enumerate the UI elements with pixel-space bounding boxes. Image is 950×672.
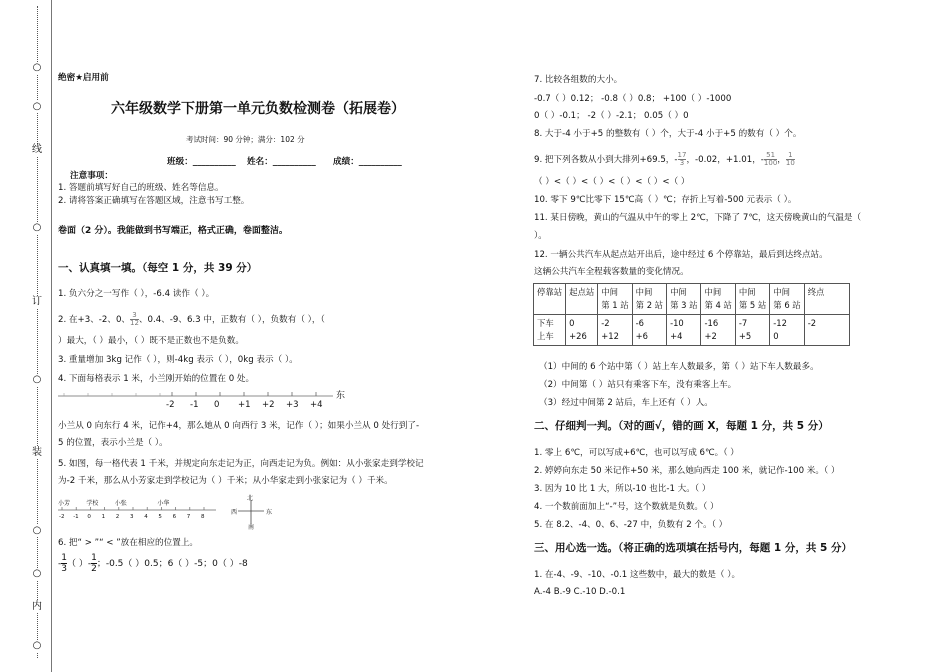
q5-place-label: 学校	[86, 500, 99, 507]
binding-circle: ○	[32, 101, 42, 112]
table-header: 停靠站	[534, 284, 566, 315]
table-header: 中间 第 6 站	[770, 284, 804, 315]
name-field[interactable]: 姓名：__________	[247, 157, 316, 167]
notice-item: 2. 请将答案正确填写在答题区域，注意书写工整。	[58, 196, 250, 206]
class-field[interactable]: 班级：__________	[167, 157, 236, 167]
judge-item: 2. 婷婷向东走 50 米记作+50 米，那么她向西走 100 米，就记作-100 米。（ ）	[534, 466, 840, 476]
question-2-rest: 、0.4、-9、6.3 中，正数有（ ），负数有（ ），（	[138, 315, 325, 325]
number-line-label: 0	[214, 400, 220, 410]
judge-item: 3. 因为 10 比 1 大，所以-10 也比-1 大。（ ）	[534, 484, 711, 494]
page-title: 六年级数学下册第一单元负数检测卷（拓展卷）	[111, 101, 405, 117]
table-header: 起点站	[566, 284, 598, 315]
table-header: 中间 第 3 站	[667, 284, 701, 315]
binding-label-line: 线	[32, 144, 42, 155]
binding-label-inside: 内	[32, 601, 42, 612]
question-12-cont: 这辆公共汽车全程载客数量的变化情况。	[534, 267, 689, 277]
question-5: 5. 如图，每一格代表 1 千米，并规定向东走记为正，向西走记为负。例如：从小张家走到学校记	[58, 459, 424, 469]
question-9-order: （ ）<（ ）<（ ）<（ ）<（ ）<（ ）	[534, 177, 690, 187]
binding-circle: ○	[32, 222, 42, 233]
question-7: 7. 比较各组数的大小。	[534, 75, 623, 85]
secret-label: 绝密★启用前	[58, 73, 109, 83]
binding-circle: ○	[32, 374, 42, 385]
notice-item: 1. 答题前填写好自己的班级、姓名等信息。	[58, 183, 224, 193]
table-header: 中间 第 4 站	[701, 284, 735, 315]
q5-tick-label: 6	[172, 514, 177, 520]
number-line-ticks	[64, 392, 316, 396]
binding-circle: ○	[32, 62, 42, 73]
score-field[interactable]: 成绩：__________	[333, 157, 402, 167]
question-7-row-1: -0.7（ ）0.12； -0.8（ ）0.8； +100（ ）-1000	[534, 94, 732, 104]
table-header: 中间 第 5 站	[735, 284, 769, 315]
fraction: $\frac{1}{10}$	[785, 151, 795, 167]
choice-options: A.-4 B.-9 C.-10 D.-0.1	[534, 587, 626, 597]
table-row	[534, 315, 850, 346]
question-2-cont: ）最大，（ ）最小，（ ）既不是正数也不是负数。	[58, 336, 244, 346]
q5-tick-label: -1	[73, 514, 79, 520]
table-cell: 下车 上车	[534, 315, 566, 346]
choice-question-1: 1. 在-4、-9、-10、-0.1 这些数中，最大的数是（ ）。	[534, 570, 741, 580]
neatness-note: 卷面（2 分）。我能做到书写端正，格式正确，卷面整洁。	[58, 226, 288, 236]
table-cell: -10 +4	[667, 315, 701, 346]
q5-tick-label: 7	[186, 514, 191, 520]
question-10: 10. 零下 9℃比零下 15℃高（ ）℃；存折上写着-500 元表示（ ）。	[534, 195, 797, 205]
table-cell: -2	[804, 315, 849, 346]
binding-circle: ○	[32, 640, 42, 651]
question-1: 1. 负六分之一写作（ ），-6.4 读作（ ）。	[58, 289, 215, 299]
q5-tick-label: 5	[158, 514, 162, 520]
binding-circle: ○	[32, 568, 42, 579]
question-6: 6. 把“ > ”“ < ”放在相应的位置上。	[58, 538, 199, 548]
number-line-label: +1	[238, 400, 251, 410]
q5-place-label: 小张	[114, 500, 127, 507]
compass-west: 西	[231, 509, 238, 516]
table-header: 终点	[804, 284, 849, 315]
question-4: 4. 下面每格表示 1 米，小兰刚开始的位置在 0 处。	[58, 374, 255, 384]
section-3-title: 三、用心选一选。（将正确的选项填在括号内，每题 1 分，共 5 分）	[534, 542, 852, 554]
number-line-label: -1	[190, 400, 199, 410]
question-6-compare: - $\frac{1}{3}$ （ ）- $\frac{1}{2}$ ；-0.5（ ）0.5；6（ ）-5；0（ ）-8	[58, 553, 248, 574]
question-8: 8. 大于-4 小于+5 的整数有（ ）个，大于-4 小于+5 的数有（ ）个。	[534, 129, 802, 139]
fraction: $\frac{3}{12}$	[130, 311, 139, 327]
binding-circle: ○	[32, 525, 42, 536]
number-line-label: -2	[166, 400, 175, 410]
east-label: 东	[336, 391, 346, 401]
q5-place-label: 小芳	[58, 500, 71, 507]
q5-tick-label: 3	[130, 514, 134, 520]
question-9: 9. 把下列各数从小到大排列+69.5，- $\frac{17}{3}$ ，-0.02，+1.01，- $\frac{51}{100}$ ， $\frac{1}{10}$	[534, 151, 795, 167]
question-2	[58, 312, 325, 327]
table-cell: -16 +2	[701, 315, 735, 346]
fraction: $\frac{1}{2}$	[91, 553, 97, 574]
q5-tick-label: 1	[101, 514, 106, 520]
section-1-title: 一、认真填一填。（每空 1 分，共 39 分）	[58, 262, 258, 274]
question-12-2: （2）中间第（ ）站只有乘客下车，没有乘客上车。	[539, 380, 737, 390]
q5-tick-label: -2	[59, 514, 65, 520]
question-11-cont: ）。	[534, 231, 547, 241]
section-2-title: 二、仔细判一判。（对的画√，错的画 X，每题 1 分，共 5 分）	[534, 420, 829, 432]
compass-south: 南	[248, 524, 255, 531]
binding-margin	[0, 0, 52, 672]
q5-tick-label: 0	[87, 514, 91, 520]
q5-place-label: 小华	[157, 500, 170, 507]
number-line-label: +3	[286, 400, 299, 410]
q5-tick-label: 8	[201, 514, 205, 520]
question-2-start: 2. 在+3、-2、0、	[58, 315, 131, 325]
table-header: 中间 第 1 站	[598, 284, 632, 315]
q5-tick-label: 2	[115, 514, 120, 520]
judge-item: 4. 一个数前面加上“-”号，这个数就是负数。（ ）	[534, 502, 719, 512]
question-12-1: （1）中间的 6 个站中第（ ）站上车人数最多，第（ ）站下车人数最多。	[539, 362, 819, 372]
number-line-label: +2	[262, 400, 275, 410]
table-header-row	[534, 284, 850, 315]
judge-item: 5. 在 8.2、-4、0、6、-27 中，负数有 2 个。（ ）	[534, 520, 728, 530]
table-header: 中间 第 2 站	[632, 284, 666, 315]
q5-ticks	[62, 507, 204, 510]
margin-rule	[51, 0, 52, 672]
notice-title: 注意事项：	[70, 171, 113, 181]
question-12-3: （3）经过中间第 2 站后，车上还有（ ）人。	[539, 398, 713, 408]
table-cell: -6 +6	[632, 315, 666, 346]
question-3: 3. 重量增加 3kg 记作（ ），则-4kg 表示（ ），0kg 表示（ ）。	[58, 355, 298, 365]
question-4-part-c: 5 的位置，表示小兰是（ ）。	[58, 438, 168, 448]
table-cell: -7 +5	[735, 315, 769, 346]
question-11: 11. 某日傍晚，黄山的气温从中午的零上 2℃，下降了 7℃，这天傍晚黄山的气温是（	[534, 213, 862, 223]
q5-tick-label: 4	[144, 514, 148, 520]
compass-east: 东	[266, 509, 273, 516]
binding-label-pack: 装	[32, 447, 42, 458]
question-7-row-2: 0（ ）-0.1； -2（ ）-2.1； 0.05（ ）0	[534, 111, 689, 121]
judge-item: 1. 零上 6℃，可以写成+6℃，也可以写成 6℃。（ ）	[534, 448, 739, 458]
number-line-label: +4	[310, 400, 323, 410]
exam-meta: 考试时间：90 分钟；满分：102 分	[186, 135, 305, 144]
table-cell: -2 +12	[598, 315, 632, 346]
fraction: $\frac{1}{3}$	[61, 553, 67, 574]
fraction: $\frac{51}{100}$	[763, 151, 778, 167]
question-12: 12. 一辆公共汽车从起点站开出后，途中经过 6 个停靠站，最后到达终点站。	[534, 250, 828, 260]
passenger-table	[533, 283, 850, 346]
table-cell: 0 +26	[566, 315, 598, 346]
table-cell: -12 0	[770, 315, 804, 346]
fraction: $\frac{17}{3}$	[677, 151, 687, 167]
question-4-part-b: 小兰从 0 向东行 4 米，记作+4，那么她从 0 向西行 3 米，记作（ ）；如果小兰从 0 处行到了-	[58, 421, 420, 431]
compass-north: 北	[247, 495, 254, 502]
question-5-cont: 为-2 千米，那么从小芳家走到学校记为（ ）千米；从小华家走到小张家记为（ ）千米。	[58, 476, 393, 486]
binding-label-bind: 订	[32, 296, 42, 307]
